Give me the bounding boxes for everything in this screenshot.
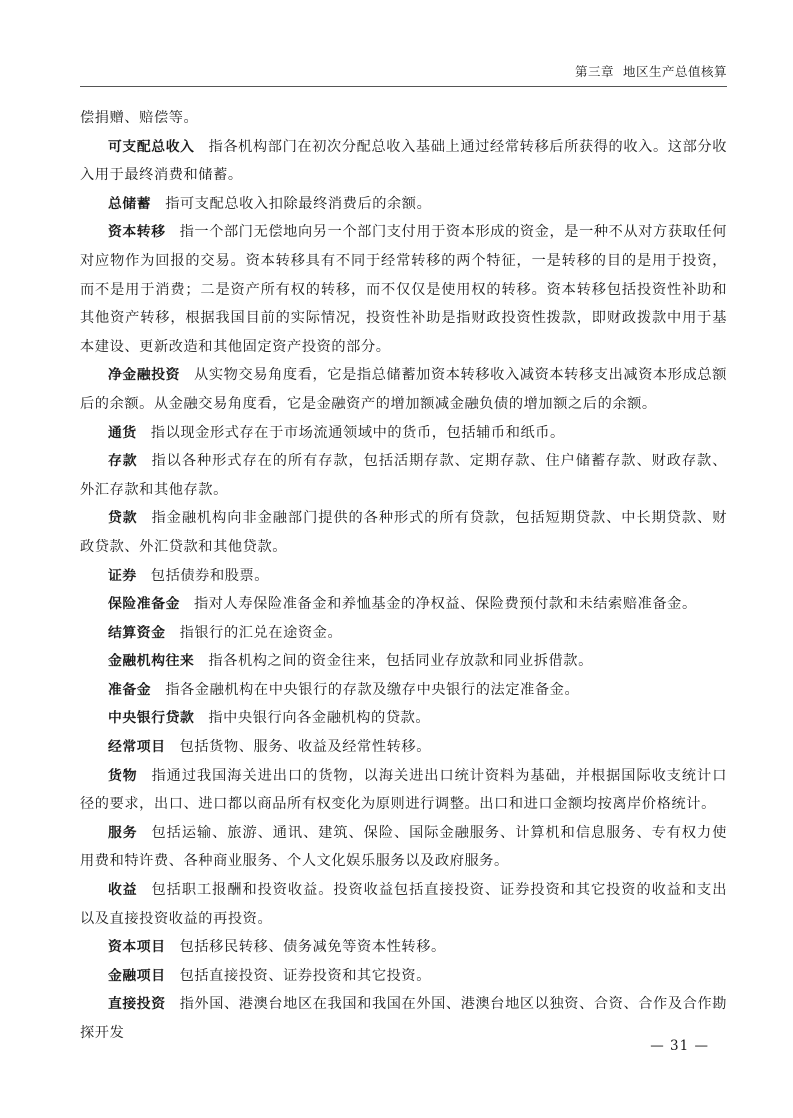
definition-text: 指以现金形式存在于市场流通领域中的货币，包括辅币和纸币。 [150,424,565,441]
definition-entry [80,676,727,705]
definition-entry [80,876,727,933]
definition-entry [80,419,727,448]
definition-term: 中央银行贷款 [108,710,195,727]
definition-text: 指金融机构向非金融部门提供的各种形式的所有贷款，包括短期贷款、中长期贷款、财政贷款、外汇贷款和其他贷款。 [80,510,727,555]
definition-entry [80,590,727,619]
definition-entry [80,819,727,876]
definition-term: 结算资金 [108,624,166,641]
definition-entry [80,133,727,190]
definition-text: 指各机构部门在初次分配总收入基础上通过经常转移后所获得的收入。这部分收入用于最终消费和储蓄。 [80,138,727,184]
definition-term: 净金融投资 [108,367,181,384]
definition-text: 指通过我国海关进出口的货物，以海关进出口统计资料为基础，并根据国际收支统计口径的要求，出口、进口都以商品所有权变化为原则进行调整。出口和进口金额均按离岸价格统计。 [80,767,727,813]
definition-text: 指可支配总收入扣除最终消费后的余额。 [165,195,432,212]
definition-term: 金融项目 [108,967,166,984]
definition-text: 指各机构之间的资金往来，包括同业存放款和同业拆借款。 [208,653,593,670]
definition-entry [80,504,727,561]
definition-text: 包括直接投资、证券投资和其它投资。 [179,967,431,984]
definition-entry [80,447,727,504]
definition-term: 收益 [108,882,138,899]
definition-text: 指对人寿保险准备金和养恤基金的净权益、保险费预付款和未结索赔准备金。 [193,596,697,613]
definition-text: 指一个部门无偿地向另一个部门支付用于资本形成的资金，是一种不从对方获取任何对应物作为回报的交易。资本转移具有不同于经常转移的两个特征，一是转移的目的是用于投资，而不是用于消费；二是资产所有权的转移，而不仅仅是使用权的转移。资本转移包括投资性补助和其他资产转移，根据我国目前的实际情况，投资性补助是指财政投资性拨款，即财政拨款中用于基本建设、更新改造和其他固定资产投资的部分。 [80,224,728,355]
definition-entry [80,218,727,361]
definition-text: 包括债券和股票。 [150,567,270,584]
definition-text: 指以各种形式存在的所有存款，包括活期存款、定期存款、住户储蓄存款、财政存款、外汇存款和其他存款。 [80,453,727,498]
definition-term: 准备金 [108,681,152,698]
definition-entry [80,990,727,1047]
definition-list [80,133,727,1048]
definition-term: 存款 [108,453,138,470]
page-number: — 31 — [650,1038,709,1054]
definition-term: 资本转移 [108,224,166,241]
definition-entry [80,190,727,219]
definition-term: 服务 [108,824,138,841]
definition-term: 可支配总收入 [108,138,195,155]
definition-text: 包括移民转移、债务减免等资本性转移。 [179,939,446,956]
chapter-title: 地区生产总值核算 [622,64,727,79]
definition-text: 从实物交易角度看，它是指总储蓄加资本转移收入减资本转移支出减资本形成总额后的余额。从金融交易角度看，它是金融资产的增加额减金融负债的增加额之后的余额。 [80,367,728,412]
definition-term: 直接投资 [108,996,166,1013]
definition-text: 包括货物、服务、收益及经常性转移。 [179,739,431,756]
definition-entry [80,647,727,676]
definition-text: 指中央银行向各金融机构的贷款。 [208,710,431,727]
definition-entry [80,704,727,733]
definition-term: 金融机构往来 [108,653,195,670]
definition-text: 指各金融机构在中央银行的存款及缴存中央银行的法定准备金。 [165,681,580,698]
definition-term: 证券 [108,567,137,584]
definition-entry [80,619,727,648]
definition-entry [80,562,727,591]
continuation-paragraph: 偿捐赠、赔偿等。 [80,110,199,126]
definition-term: 总储蓄 [108,195,152,212]
page-body [80,104,727,1048]
definition-text: 包括职工报酬和投资收益。投资收益包括直接投资、证券投资和其它投资的收益和支出以及直接投资收益的再投资。 [80,882,727,927]
definition-entry [80,962,727,991]
definition-term: 保险准备金 [108,596,180,613]
definition-text: 包括运输、旅游、通讯、建筑、保险、国际金融服务、计算机和信息服务、专有权力使用费和特许费、各种商业服务、个人文化娱乐服务以及政府服务。 [80,824,727,870]
definition-term: 资本项目 [108,939,166,956]
definition-entry [80,762,727,819]
definition-term: 货物 [108,767,138,784]
definition-term: 通货 [108,424,137,441]
definition-term: 经常项目 [108,739,166,756]
running-header [575,62,727,80]
definition-entry [80,933,727,962]
chapter-label: 第三章 [575,64,615,79]
definition-entry [80,733,727,762]
definition-text: 指外国、港澳台地区在我国和我国在外国、港澳台地区以独资、合资、合作及合作勘探开发 [80,996,728,1041]
definition-text: 指银行的汇兑在途资金。 [179,624,343,641]
definition-term: 贷款 [108,510,138,527]
definition-entry [80,361,727,418]
header-rule [80,86,727,87]
